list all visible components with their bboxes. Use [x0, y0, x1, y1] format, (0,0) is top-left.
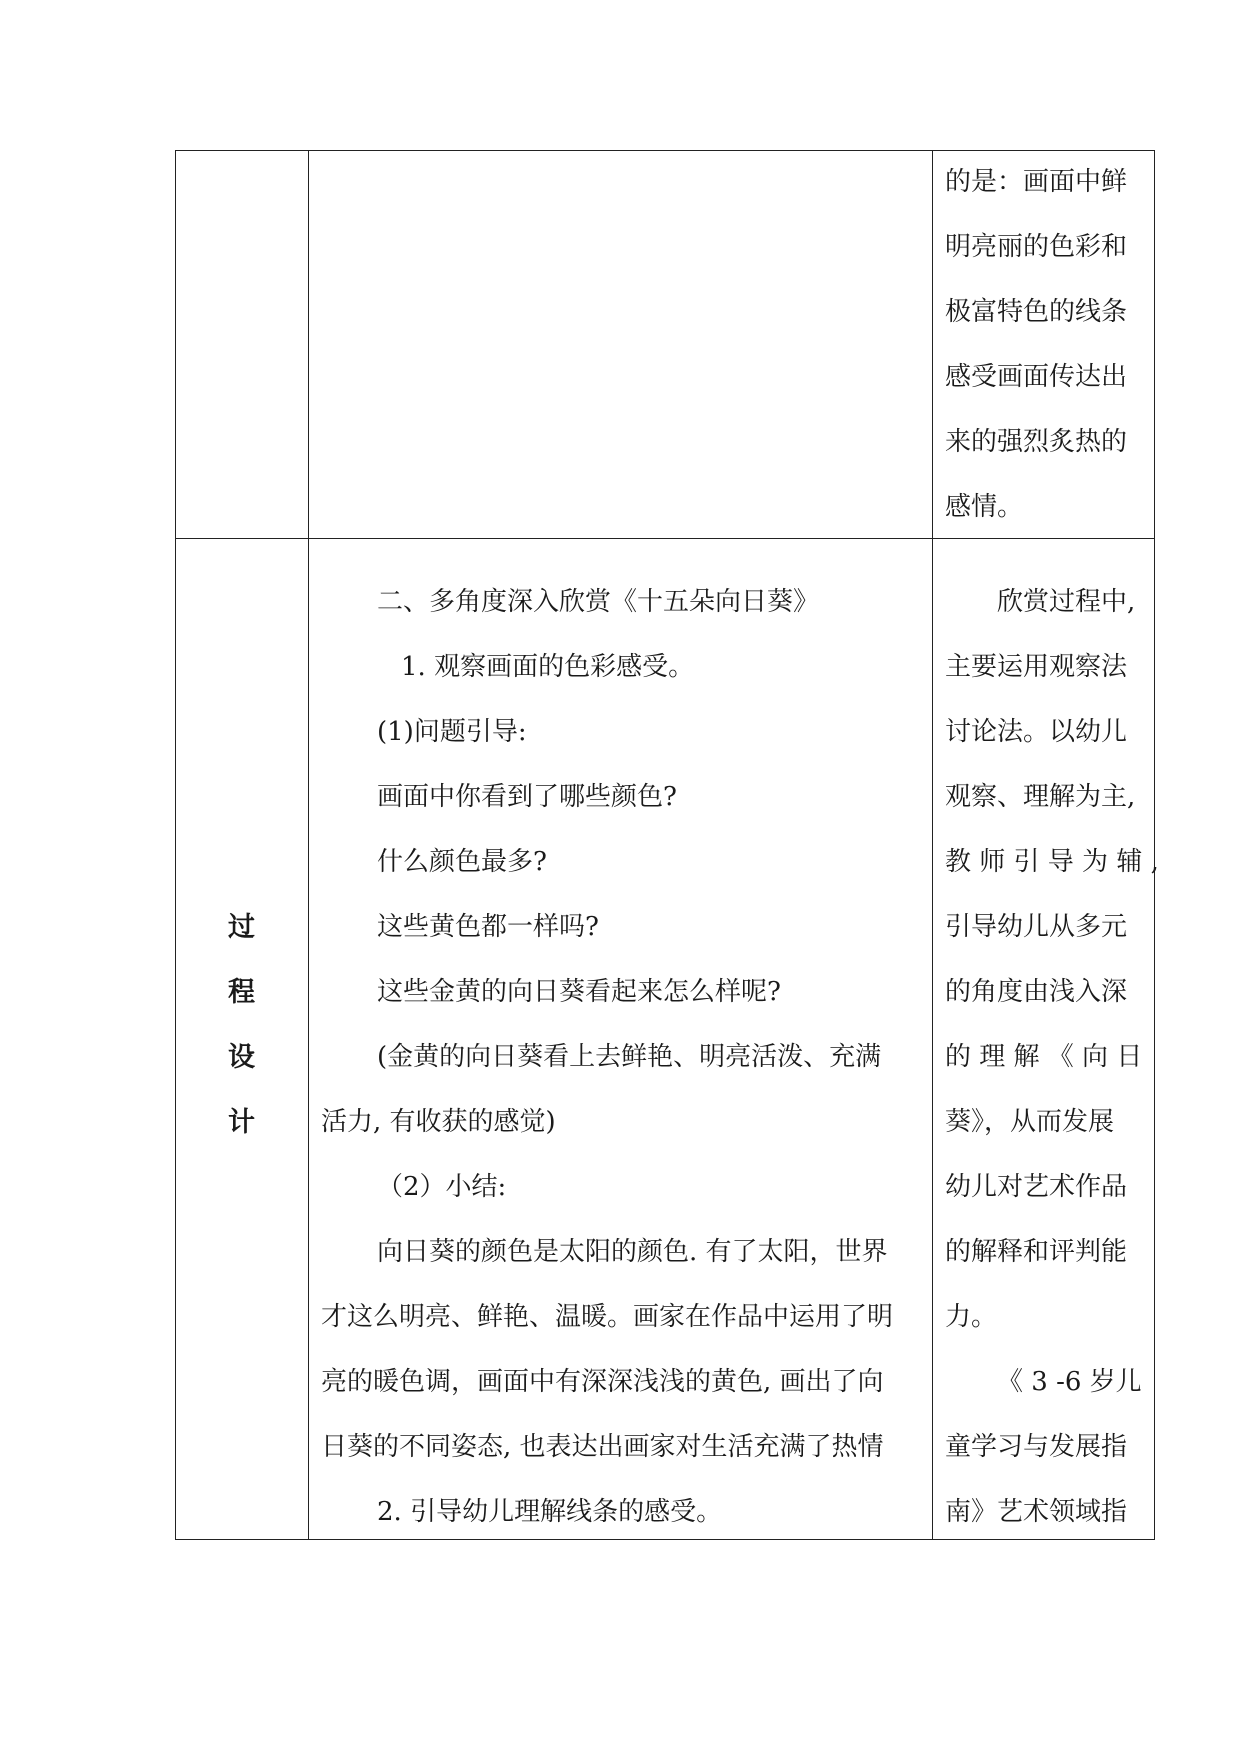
label-char: 设 [228, 1042, 255, 1073]
note-line: 力。 [945, 1302, 998, 1332]
note-line: 明亮丽的色彩和 [945, 232, 1128, 262]
border-left [175, 150, 176, 1540]
label-char: 程 [228, 977, 255, 1008]
note-line: 幼儿对艺术作品 [945, 1172, 1128, 1202]
note-line: 的角度由浅入深 [945, 977, 1128, 1007]
section-label [175, 895, 308, 1155]
content-line: 活力, 有收获的感觉) [321, 1107, 556, 1137]
process-notes [945, 570, 1159, 1545]
note-line: 讨论法。以幼儿 [945, 717, 1128, 747]
content-line: (金黄的向日葵看上去鲜艳、明亮活泼、充满 [377, 1042, 882, 1072]
content-line: 日葵的不同姿态, 也表达出画家对生活充满了热情 [321, 1432, 884, 1462]
content-line: 1. 观察画面的色彩感受。 [401, 652, 695, 682]
content-line: （2）小结: [377, 1172, 507, 1202]
content-line: 二、多角度深入欣赏《十五朵向日葵》 [377, 587, 820, 617]
note-line: 欣赏过程中, [997, 587, 1136, 617]
note-line: 引导幼儿从多元 [945, 912, 1128, 942]
note-line: 葵》，从而发展 [945, 1107, 1115, 1137]
content-line: 什么颜色最多? [377, 847, 547, 877]
border-col2 [932, 150, 933, 1540]
note-line: 南》艺术领域指 [945, 1497, 1128, 1527]
lesson-plan-table [175, 150, 1159, 1540]
content-line: (1)问题引导: [377, 717, 527, 747]
note-line: 的解释和评判能 [945, 1237, 1128, 1267]
row1-notes [945, 150, 1127, 540]
note-line: 《 3 -6 岁儿 [997, 1367, 1142, 1397]
label-char: 计 [228, 1107, 255, 1138]
note-line: 感受画面传达出 [945, 362, 1128, 392]
content-line: 这些金黄的向日葵看起来怎么样呢? [377, 977, 781, 1007]
note-line: 观察、理解为主, [945, 782, 1136, 812]
content-line: 向日葵的颜色是太阳的颜色. 有了太阳，世界 [377, 1237, 888, 1267]
label-char: 过 [228, 912, 255, 943]
content-line: 亮的暖色调，画面中有深深浅浅的黄色, 画出了向 [321, 1367, 884, 1397]
content-line: 画面中你看到了哪些颜色? [377, 782, 677, 812]
note-line: 教 师 引 导 为 辅 , [945, 847, 1159, 877]
border-col1 [308, 150, 309, 1540]
content-line: 这些黄色都一样吗? [377, 912, 599, 942]
note-line: 主要运用观察法 [945, 652, 1128, 682]
content-line: 才这么明亮、鲜艳、温暖。画家在作品中运用了明 [321, 1302, 894, 1332]
note-line: 的是：画面中鲜 [945, 167, 1128, 197]
content-line: 2. 引导幼儿理解线条的感受。 [377, 1497, 723, 1527]
note-line: 极富特色的线条 [945, 297, 1128, 327]
note-line: 童学习与发展指 [945, 1432, 1128, 1462]
note-line: 的 理 解 《 向 日 [945, 1042, 1143, 1072]
process-content [321, 570, 893, 1545]
note-line: 来的强烈炙热的 [945, 427, 1128, 457]
note-line: 感情。 [945, 492, 1024, 522]
